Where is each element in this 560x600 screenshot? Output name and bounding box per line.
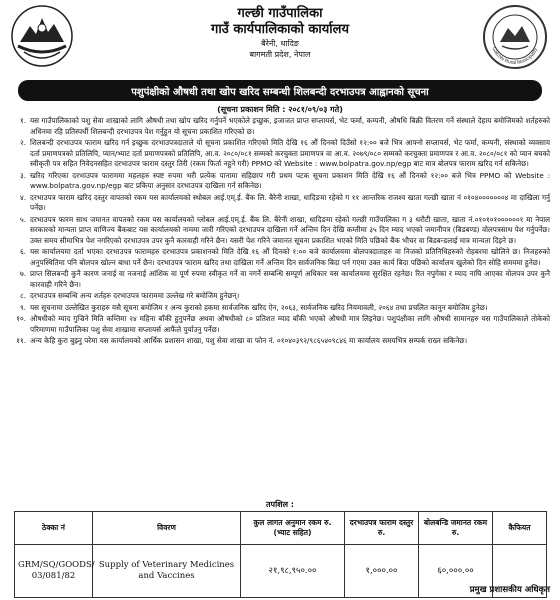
item-number: १०. xyxy=(16,314,26,323)
item-number: ६. xyxy=(19,247,26,256)
header-bid-bond: बोलबन्डि जमानत रकम रु. xyxy=(419,512,493,545)
item-number: २. xyxy=(19,138,26,147)
item-text: औषधीको म्याद गुज्रिने मिति कम्तिमा २४ महिना बाँकी हुनुपर्नेछ अथवा औषधीको ८० प्रतिशत म्याद बाँकी भएको औषधी मात्र लिइनेछ। पशुपंक्षीका लागि औषधी सामानहरु यस गाउँपालिकाले तोकेको परिमाणमा गाउँपालिका पशु सेवा शाखामा सप्लायर्स आफैंले पुर्याउनु पर्नेछ। xyxy=(30,314,550,334)
notice-item xyxy=(10,291,550,302)
letterhead xyxy=(0,0,560,74)
notice-item xyxy=(10,269,550,290)
header-form-fee: दरभाउपत्र फाराम दस्तुर रु. xyxy=(345,512,419,545)
item-text: प्राप्त सिलबन्दी कुनै कारण जनाई वा नजनाई आंशिक वा पूर्ण रुपमा स्वीकृत गर्ने वा नगर्ने सम्बन्धि सम्पूर्ण अधिकार यस कार्यालयमा सुरक्षित रहनेछ। रित नपुगेका र म्याद नाघि आएका वोलपत्र उपर कुनै कारवाही गरिने छैन। xyxy=(30,269,550,289)
notice-item xyxy=(10,116,550,137)
item-number: ५. xyxy=(19,214,26,224)
item-text: दरभाउपत्र फारम साथ जमानत वापतको रकम यस कार्यालयको ग्लोबल आई.एम्.ई. बैंक लि. बैरेनी शाखा, धादिङमा रहेको गल्छी गाउँपालिका ग ३ धरौटी खाता, खाता नं.०१०१०१००००००१ मा नेपाल सरकारको मान्यता प्राप्त वाणिज्य बैंकबाट यस कार्यालयको नाममा जारी गरिएको दरभाउपत्र दाखिला गर्ने अन्तिम दिन देखि कम्तीमा ३५ दिन म्याद भएको जमानीपत्र (बिडबण्ड) वोलपत्रसाथ पेश गर्नुपर्नेछ। उक्त समय सीमाभित्र पेश नगरिएको दरभाउपत्र उपर कुनै कारवाही गरिने छैन। यसरी पेश गरिने जमानत सूचना प्रकाशित भएको मिति पछिको बैंक भौचर वा बिडबन्डलाई मात्र मान्यता दिइने छ। xyxy=(30,214,550,245)
cell-cost-estimate: २१,९८,९५०.०० xyxy=(241,545,345,598)
item-text: अन्य केहि कुरा बुझ्नु परेमा यस कार्यालयको आर्थिक प्रशासन शाखा, पशु सेवा शाखा वा फोन नं. ०१०४०३९२/९८६५४०९८४६ मा कार्यालय समयभित्र सम्पर्क राख्न सकिनेछ। xyxy=(30,336,468,345)
item-number: १. xyxy=(19,116,26,125)
publication-date: (सूचना प्रकाशन मिति : २०८१/०९/०३ गते) xyxy=(217,105,343,114)
item-text: यस गाउँपालिकाको पशु सेवा शाखाको लागि औषधी तथा खोप खरिद गर्नुपर्ने भएकोले इच्छुक, इजाजत प्राप्त सप्लायर्स, भेट फर्मा, कम्पनी, औषधि बिक्री वितरण गर्ने संस्थाले देहाय बमोजिमको शर्तहरुको अधिनमा रहि प्रतिस्पर्धी शिलबन्दी दरभाउपत्र पेश गर्नुहुन यो सूचना प्रकाशित गरिएको छ। xyxy=(30,116,550,136)
item-number: ४. xyxy=(19,192,26,202)
seal-text: Galchhi Rural Municipality xyxy=(490,46,540,67)
item-number: ११. xyxy=(16,336,26,345)
table-row xyxy=(15,545,547,598)
item-text: यस कार्यालयमा दर्ता भएका दरभाउपत्र फारामहरु दरभाउपत्र प्रकाशनको मिति देखि १६ औं दिनको १:०० बजे कार्यालयमा बोलपत्रदाताहरु वा निजको प्रतिनिधिहरुको रोहबरमा खोलिने छ। निजहरुको अनुपस्थितिमा पनि बोलपत्र खोल्न बाधा पर्ने छैन। दरभाउपत्र फाराम खरिद तथा दाखिला गर्ने अन्तिम दिन सार्वजनिक बिदा पर्न गएमा उक्त कार्य बिदा पछिको कार्यालय खुलेको दिन सोहि समयमा हुनेछ। xyxy=(30,247,550,267)
cell-bid-bond: ६०,०००.०० xyxy=(419,545,493,598)
header-remarks: कैफियत xyxy=(493,512,547,545)
header-description: विवरण xyxy=(93,512,241,545)
notice-item xyxy=(10,138,550,170)
municipality-seal-icon xyxy=(482,4,548,70)
table-header-row xyxy=(15,512,547,545)
cell-code: GRM/SQ/GOODS/ 03/081/82 xyxy=(15,545,93,598)
item-text: दरभाउपत्र फाराम खरिद दस्तुर वापतको रकम यस कार्यालयको स्थोबल आई.एम्.ई. बैंक लि. बैरेनी शाखा, धादिङमा रहेको ग ११ आन्तरिक राजश्व खाता गल्छी खाता नं ०१०४०००००००४ मा दाखिला गर्नु पर्नेछ। xyxy=(30,192,550,212)
item-number: ९. xyxy=(19,302,26,312)
address-line-1: बैरेनी, धादिङ xyxy=(261,39,299,48)
item-text: खरिद गरिएका दरभाउपत्र फाराममा महलहरु स्पष्ट रुपमा भरी प्रत्येक पानामा सहिछाप गरी प्रथम पटक सूचना प्रकाशन मिति देखि १६ औं दिनको १२:०० बजे भित्र PPMO को Website : www.bolpatra.gov.np/egp बाट प्रकिया अनुसार दरभाउपत्र दाखिला गर्न सकिनेछ। xyxy=(30,170,550,190)
item-number: ७. xyxy=(19,269,26,278)
letterhead-text xyxy=(120,6,440,60)
signature-title: प्रमुख प्रशासकीय अधिकृत xyxy=(469,585,550,595)
cell-form-fee: १,०००.०० xyxy=(345,545,419,598)
notice-item xyxy=(10,247,550,268)
org-name: गल्छी गाउँपालिका xyxy=(237,6,323,21)
header-cost-estimate: कुल लागत अनुमान रकम रु. (भ्याट सहित) xyxy=(241,512,345,545)
item-number: ३. xyxy=(19,170,26,180)
address-line-2: बागमती प्रदेश, नेपाल xyxy=(249,50,311,59)
table-title: तपशिल : xyxy=(265,500,295,509)
header-code: ठेक्का नं xyxy=(15,512,93,545)
office-name: गाउँ कार्यपालिकाको कार्यालय xyxy=(211,22,349,37)
details-table xyxy=(14,511,547,598)
notice-item xyxy=(10,336,550,347)
notice-item xyxy=(10,171,550,192)
notice-item xyxy=(10,303,550,314)
notice-title: पशुपंक्षीको औषधी तथा खोप खरिद सम्बन्धी शिलबन्दी दरभाउपत्र आह्वानको सूचना xyxy=(18,80,542,101)
notice-item xyxy=(10,193,550,214)
notice-item xyxy=(10,215,550,247)
cell-description: Supply of Veterinary Medicines and Vaccines xyxy=(93,545,241,598)
item-number: ८. xyxy=(19,291,26,300)
notice-item xyxy=(10,314,550,335)
notice-items xyxy=(10,116,550,348)
nepal-emblem-icon xyxy=(10,4,74,68)
item-text: शिलबन्दी दरभाउपत्र फाराम खरिद गर्न इच्छुक दरभाउपत्रदाताले यो सूचना प्रकाशित गरिएको मिति देखि १६ औं दिनको दिउँसो १२:०० बजे भित्र आफ्नो सप्लायर्स, भेट फर्मा, कम्पनी, संस्थाको व्यवसाय दर्ता प्रमाणपत्रको प्रतिलिपि, प्यान/भ्याट दर्ता प्रमाणपत्रको प्रतिलिपि, आ.व. २०८०/०८१ सम्मको करचुक्ता प्रमाणपत्र वा आ.व. २०७९/०८० सम्मको करचुक्ता प्रमाणपत्र र आ.व. २०८०/०८१ को प्यान बचको स्वीकृती पत्र सहित निवेदनसहित दरभाउपत्र फाराम दस्तुर तिरी (रकम फिर्ता नहुने गरी) PPMO को Website : www.bolpatra.gov.np/egp बाट मात्र बोलपत्र फाराम खरिद गर्न सकिनेछ। xyxy=(30,138,550,168)
item-text: दरभाउपत्र सम्बन्धि अन्य शर्तहरु दरभाउपत्र फाराममा उल्लेख गरे बमोजिम हुनेछन्। xyxy=(30,291,240,300)
item-text: यस सूचनामा उल्लेखित कुराहरु यसै सूचना बमोजिम र अन्य कुराको हकमा सार्वजनिक खरिद ऐन, २०६३, सार्वजनिक खरिद नियमावली, २०६४ तथा प्रचलित कानुन बमोजिम हुनेछ। xyxy=(30,302,488,312)
